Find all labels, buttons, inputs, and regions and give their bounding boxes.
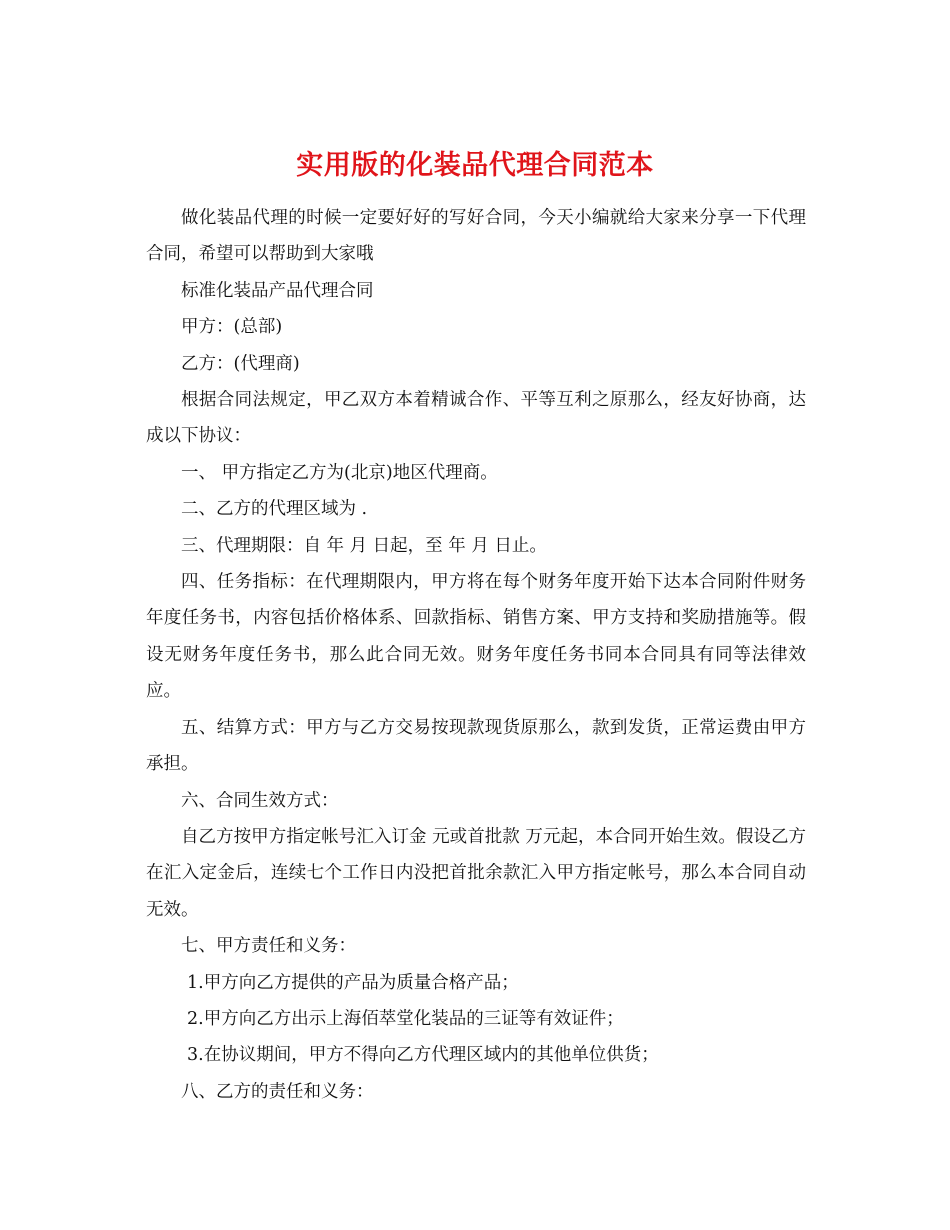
party-b-line: 乙方：(代理商) [181, 353, 300, 374]
clause-2: 二、乙方的代理区域为 . [181, 499, 368, 520]
clause-6-heading: 六、合同生效方式： [181, 790, 339, 811]
clause-7-item-1: 1.甲方向乙方提供的产品为质量合格产品； [187, 972, 519, 993]
party-a-line: 甲方：(总部) [181, 317, 283, 338]
intro-paragraph: 做化装品代理的时候一定要好好的写好合同，今天小编就给大家来分享一下代理合同，希望可以帮助到大家哦 [146, 208, 806, 265]
contract-heading: 标准化装品产品代理合同 [181, 280, 374, 301]
clause-1: 一、 甲方指定乙方为(北京)地区代理商。 [181, 462, 498, 483]
clause-8-heading: 八、乙方的责任和义务： [181, 1081, 374, 1102]
clause-7-item-2: 2.甲方向乙方出示上海佰萃堂化装品的三证等有效证件； [187, 1008, 624, 1029]
clause-4: 四、任务指标：在代理期限内，甲方将在每个财务年度开始下达本合同附件财务年度任务书，内容包括价格体系、回款指标、销售方案、甲方支持和奖励措施等。假设无财务年度任务书，那么此合同无效。财务年度任务书同本合同具有同等法律效应。 [146, 572, 806, 702]
clause-6-body: 自乙方按甲方指定帐号汇入订金 元或首批款 万元起，本合同开始生效。假设乙方在汇入定金后，连续七个工作日内没把首批余款汇入甲方指定帐号，那么本合同自动无效。 [146, 826, 806, 920]
document-title: 实用版的化装品代理合同范本 [296, 150, 654, 182]
document-body [146, 200, 806, 1110]
clause-7-heading: 七、甲方责任和义务： [181, 936, 356, 957]
preamble-paragraph: 根据合同法规定，甲乙双方本着精诚合作、平等互利之原那么，经友好协商，达成以下协议： [146, 390, 806, 447]
clause-3: 三、代理期限：自 年 月 日起，至 年 月 日止。 [181, 535, 547, 556]
clause-5: 五、结算方式：甲方与乙方交易按现款现货原那么，款到发货，正常运费由甲方承担。 [146, 717, 806, 775]
clause-7-item-3: 3.在协议期间，甲方不得向乙方代理区域内的其他单位供货； [187, 1045, 659, 1066]
